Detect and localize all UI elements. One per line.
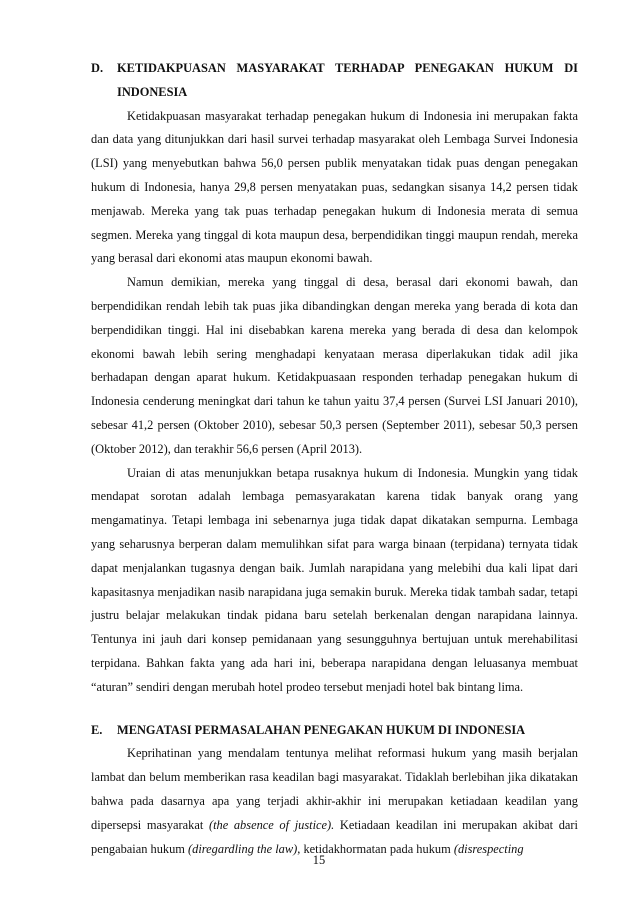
section-d-heading	[91, 57, 578, 105]
section-e-text-part-2: Ketiadaan keadilan ini merupakan akibat dari pengabaian hukum	[91, 817, 578, 856]
section-d-paragraph-3: Uraian di atas menunjukkan betapa rusaknya hukum di Indonesia. Mungkin yang tidak mendapat sorotan adalah lembaga pemasyarakatan karena tidak banyak orang yang mengamatinya. Tetapi lembaga ini sebenarnya juga tidak dapat dikatakan sempurna. Lembaga yang seharusnya berperan dalam memulihkan sifat para warga binaan (terpidana) ternyata tidak dapat menjalankan tugasnya dengan baik. Jumlah narapidana yang melebihi dua kali lipat dari kapasitasnya menjadikan nasib narapidana juga semakin buruk. Mereka tidak tambah sadar, tetapi justru belajar melakukan tindak pidana baru setelah berkenalan dengan narapidana lainnya. Tentunya ini jauh dari konsep pemidanaan yang sesungguhnya bertujuan untuk merehabilitasi terpidana. Bahkan fakta yang ada hari ini, beberapa narapidana dengan leluasanya membuat “aturan” sendiri dengan merubah hotel prodeo tersebut menjadi hotel bak bintang lima.	[91, 465, 578, 694]
section-d-title: KETIDAKPUASAN MASYARAKAT TERHADAP PENEGAKAN HUKUM DI INDONESIA	[117, 61, 578, 99]
section-e-title: MENGATASI PERMASALAHAN PENEGAKAN HUKUM DI INDONESIA	[117, 722, 526, 737]
section-e-letter: E.	[91, 722, 103, 737]
page-number: 15	[312, 853, 326, 867]
section-e-text-part-3: , ketidakhormatan pada hukum	[297, 841, 454, 856]
section-e-italic-1: (the absence of justice).	[208, 817, 335, 832]
section-e-text-part-1: Keprihatinan yang mendalam tentunya melihat reformasi hukum yang masih berjalan lambat dan belum memberikan rasa keadilan bagi masyarakat. Tidaklah berlebihan jika dikatakan bahwa pada dasarnya apa yang terjadi akhir-akhir ini merupakan ketiadaan keadilan yang dipersepsi masyarakat	[91, 746, 578, 832]
section-e-italic-3: (disrespecting	[453, 841, 524, 856]
section-e-heading	[91, 719, 578, 743]
section-e-paragraph-1	[91, 742, 578, 861]
section-d-paragraph-1: Ketidakpuasan masyarakat terhadap penegakan hukum di Indonesia ini merupakan fakta dan data yang ditunjukkan dari hasil survei terhadap masyarakat oleh Lembaga Survei Indonesia (LSI) yang menyebutkan bahwa 56,0 persen publik menyatakan tidak puas dengan penegakan hukum di Indonesia, hanya 29,8 persen menyatakan puas, sedangkan sisanya 14,2 persen tidak menjawab. Mereka yang tak puas terhadap penegakan hukum di Indonesia merata di semua segmen. Mereka yang tinggal di kota maupun desa, berpendidikan tinggi maupun rendah, mereka yang berasal dari ekonomi atas maupun ekonomi bawah.	[91, 108, 578, 266]
document-page	[91, 57, 578, 861]
section-d-paragraph-2: Namun demikian, mereka yang tinggal di desa, berasal dari ekonomi bawah, dan berpendidikan rendah lebih tak puas jika dibandingkan dengan mereka yang berada di kota dan berpendidikan tinggi. Hal ini disebabkan karena mereka yang berada di desa dan kelompok ekonomi bawah lebih sering menghadapi kenyataan merasa diperlakukan tidak adil jika berhadapan dengan aparat hukum. Ketidakpuasaan responden terhadap penegakan hukum di Indonesia cenderung meningkat dari tahun ke tahun yaitu 37,4 persen (Survei LSI Januari 2010), sebesar 41,2 persen (Oktober 2010), sebesar 50,3 persen (September 2011), sebesar 50,3 persen (Oktober 2012), dan terakhir 56,6 persen (April 2013).	[91, 275, 578, 456]
section-e-italic-2: (diregardling the law)	[188, 841, 298, 856]
section-d-letter: D.	[91, 61, 104, 75]
